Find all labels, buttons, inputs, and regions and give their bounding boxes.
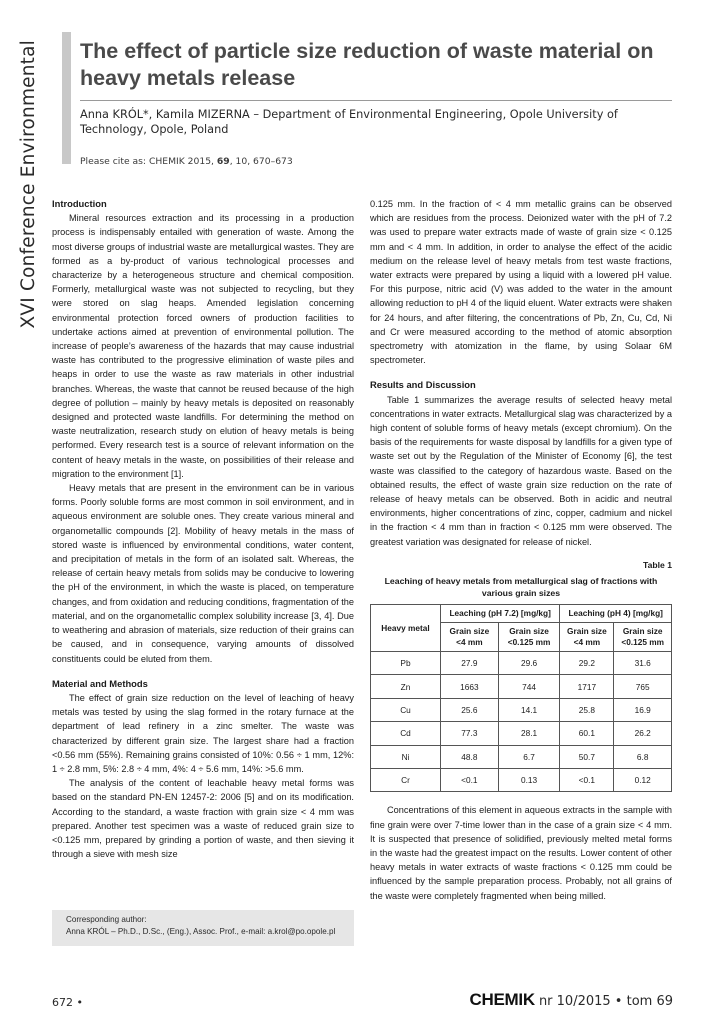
subheader-ph72-lt0125: Grain size <0.125 mm [498, 623, 560, 652]
cite-volume: 69 [216, 156, 230, 167]
introduction-heading: Introduction [52, 198, 107, 209]
results-paragraph-1: Table 1 summarizes the average results of selected heavy metal concentrations in water extracts. Metallurgical slag was characterized by a high content of soluble forms of heavy metals (except chromium). On the basis of the requirements for waste disposal by landfills for a given type of waste set out by the Regulation of the Minister of Economy [6], the test waste was classified to the category of hazardous waste. Based on the obtained results, the effect of waste grain size reduction on the rate of release of heavy metals can be observed. Both in acidic and neutral environments, higher concentrations of zinc, copper, cadmium and nickel in the fraction < 4 mm than in fraction < 0.125 mm were observed. The greatest variation was designated for release of nickel. [370, 394, 672, 547]
page-number: 672 • [52, 996, 83, 1009]
results-heading: Results and Discussion [370, 379, 476, 391]
left-column [52, 197, 354, 861]
side-label-text: XVI Conference Environmental [17, 40, 39, 329]
cite-prefix: Please cite as: CHEMIK 2015, [80, 156, 217, 167]
article-authors: Anna KRÓL*, Kamila MIZERNA – Department of Environmental Engineering, Opole University of Technology, Opole, Poland [80, 108, 618, 136]
introduction-paragraph-2: Heavy metals that are present in the environment can be in various forms. Poorly soluble forms are most common in soil environment, and in aqueous environment are soluble ones. They create various mineral and organometallic compounds [2]. Mobility of heavy metals in the mass of stored waste is influenced by environmental conditions, water content, and precipitation of metals in the form of an isolated salt. Whereas, the release of certain heavy metals from solids may be conducive to lowering the pH of the environment, in which the waste is placed, on temperature changes, and from oxidation and reducing conditions, fragmentation of the material, and on the organometallic complex solubility increase [3, 4]. Due to weathering and abrasion of materials, size reduction of their grains can be caused, and in consequence, varying amounts of dissolved constituents could be eluted from them. [52, 483, 354, 664]
methods-heading: Material and Methods [52, 677, 148, 689]
table-number: Table 1 [643, 559, 672, 570]
corresponding-author-label: Corresponding author: [66, 915, 147, 924]
right-column [370, 197, 672, 903]
leaching-table [370, 604, 672, 792]
methods-paragraph-1: The effect of grain size reduction on the level of leaching of heavy metals was tested by using the slag formed in the rotary furnace at the department of lead refinery in a zinc smelter. The waste was characterized by different grain size. The largest share had a fraction <0.56 mm (55%). Remaining grains consisted of 10%: 0.56 ÷ 1 mm, 12%: 1 ÷ 2.8 mm, 5%: 2.8 ÷ 4 mm, 4%: 4 ÷ 5.6 mm, 14%: >5.6 mm. [52, 692, 354, 774]
side-conference-label [8, 40, 48, 329]
header-leaching-ph4: Leaching (pH 4) [mg/kg] [560, 605, 672, 623]
header-leaching-ph72: Leaching (pH 7.2) [mg/kg] [441, 605, 560, 623]
magazine-issue: nr 10/2015 • tom 69 [534, 994, 673, 1009]
corresponding-author-text: Anna KRÓL – Ph.D., D.Sc., (Eng.), Assoc. Prof., e-mail: a.krol@po.opole.pl [66, 927, 336, 936]
magazine-footer [470, 990, 673, 1010]
table-row: Cd 77.3 28.1 60.1 26.2 [371, 722, 672, 745]
article-title: The effect of particle size reduction of waste material on heavy metals release [80, 39, 654, 90]
magazine-brand: CHEMIK [469, 990, 535, 1009]
table-caption: Leaching of heavy metals from metallurgical slag of fractions with various grain sizes [384, 576, 658, 598]
table-row: Zn 1663 744 1717 765 [371, 675, 672, 698]
results-paragraph-2: Concentrations of this element in aqueous extracts in the sample with fine grain were over 7-time lower than in the case of a grain size < 4 mm. It is suspected that presence of solidified, previously melted metal forms in the waste had the greatest impact on the results. Lower content of other heavy metals in water extracts of waste fractions < 0.125 mm could be influenced by the sample preparation process. Probably, not all grains of the waste were completely fragmented when being milled. [370, 805, 672, 901]
corresponding-author-box [52, 910, 354, 946]
table-row: Cr <0.1 0.13 <0.1 0.12 [371, 769, 672, 792]
methods-paragraph-3: 0.125 mm. In the fraction of < 4 mm metallic grains can be observed which are residues from the process. Deionized water with the pH of 7.2 was used to prepare water extracts made of waste of grain size < 0.125 mm and < 4 mm. In addition, in order to analyse the effect of the acidic medium on the release level of heavy metals from test waste fractions, water extracts were prepared by using a liquid with a lowered pH value. For this purpose, nitric acid (V) was added to the water in the amount allowing reduction to pH 4 of the liquid eluent. Water extracts were shaken for 24 hours, and after filtering, the concentrations of Pb, Zn, Cu, Cd, Ni and Cr were measured according to the method of atomic absorption spectrometry with atomization in the flame, by using Solaar 6M spectrometer. [370, 199, 672, 366]
table-row: Ni 48.8 6.7 50.7 6.8 [371, 745, 672, 768]
title-divider [80, 100, 672, 101]
subheader-ph4-lt0125: Grain size <0.125 mm [614, 623, 672, 652]
table-row: Cu 25.6 14.1 25.8 16.9 [371, 698, 672, 721]
citation-line [80, 156, 672, 167]
cite-suffix: , 10, 670–673 [229, 156, 293, 167]
subheader-ph4-lt4: Grain size <4 mm [560, 623, 614, 652]
title-accent-bar [62, 32, 71, 164]
table-row: Pb 27.9 29.6 29.2 31.6 [371, 652, 672, 675]
introduction-paragraph-1: Mineral resources extraction and its processing in a production process is indispensably entailed with generation of waste. Among the most diverse groups of industrial waste are metallurgical wastes. They are formed as a by-product of various technological processes and characterize by a heterogeneous structure and chemical composition. Formerly, metallurgical waste was not subjected to recycling, but they were stored on slag heaps. Amended legislation concerning environmental protection forced owners of production facilities to undertake actions aimed at prevention of environmental pollution. The increase of people’s awareness of the hazards that may cause industrial waste has contributed to the progressive elimination of waste piles and heaps in order to use the waste as raw materials in other industrial branches. Whereas, the waste that cannot be reused because of the high degree of pollution – mainly by heavy metals is deposited on reasonably designed and protected waste landfills. For determining the method on waste neutralization, research study on elution of heavy metals is being performed. Every research test is a source of relevant information on the content of heavy metals in the waste, on possibilities of their release and migration to the environment [1]. [52, 213, 354, 479]
header-heavy-metal: Heavy metal [371, 605, 441, 652]
methods-paragraph-2: The analysis of the content of leachable heavy metal forms was based on the standard PN-EN 12457-2: 2006 [5] and on its modification. According to the standard, a waste fraction with grain size < 4 mm was prepared. Another test specimen was a waste of reduced grain size to <0.125 mm, prepared by grinding a portion of waste, and then sieving it through a sieve with mesh size [52, 778, 354, 860]
subheader-ph72-lt4: Grain size <4 mm [441, 623, 499, 652]
